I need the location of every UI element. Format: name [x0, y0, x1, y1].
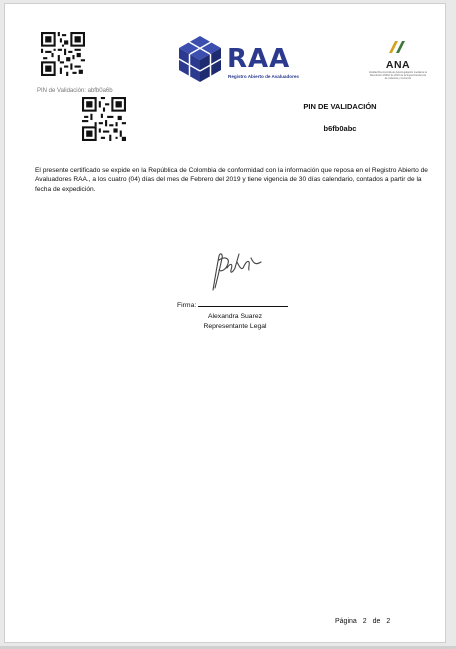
ana-logo-fine-print: Entidad Reconocida de Autorregulación mediante la Resolución 20910 de 2016 de la Superintendencia de Industria y Comercio	[369, 71, 427, 80]
page-number: 2	[362, 618, 367, 625]
signer-role: Representante Legal	[203, 322, 267, 330]
ana-mark-svg	[387, 40, 409, 54]
certificate-page	[4, 3, 446, 643]
signature-svg	[205, 248, 269, 294]
raa-logo-text: RAA	[227, 44, 291, 74]
qr-code-top-svg	[41, 32, 85, 76]
raa-logo-icon	[175, 34, 225, 89]
pin-title: PIN DE VALIDACIÓN	[303, 102, 377, 111]
certificate-body-text: El presente certificado se expide en la República de Colombia de conformidad con la información que reposa en el Registro Abierto de Avaluadores RAA., a los cuatro (04) días del mes de Febrero del 2019 y tiene vigencia de 30 días calendario, contados a partir de la fecha de expedición.	[35, 167, 428, 193]
pin-label-top: PIN de Validación: abfb0a6b	[37, 88, 113, 94]
firma-label: Firma:	[177, 302, 197, 309]
ana-logo-icon	[369, 40, 427, 80]
signer-name: Alexandra Suarez	[207, 313, 263, 320]
signer-block	[195, 312, 275, 331]
qr-code-bottom-svg	[82, 97, 126, 141]
page-footer	[335, 618, 394, 625]
signature-row	[177, 300, 288, 309]
page-word: Página	[335, 618, 357, 625]
raa-cube-svg	[175, 34, 225, 84]
page-total: 2	[386, 618, 391, 625]
signature-icon	[205, 248, 269, 299]
signature-line	[198, 300, 288, 307]
ana-logo-text: ANA	[385, 59, 411, 71]
of-word: de	[372, 618, 381, 625]
pin-value: b6fb0abc	[323, 124, 357, 133]
qr-code-icon	[82, 97, 126, 141]
qr-code-icon	[41, 32, 85, 76]
raa-logo-subtitle: Registro Abierto de Avaluadores	[228, 74, 299, 79]
